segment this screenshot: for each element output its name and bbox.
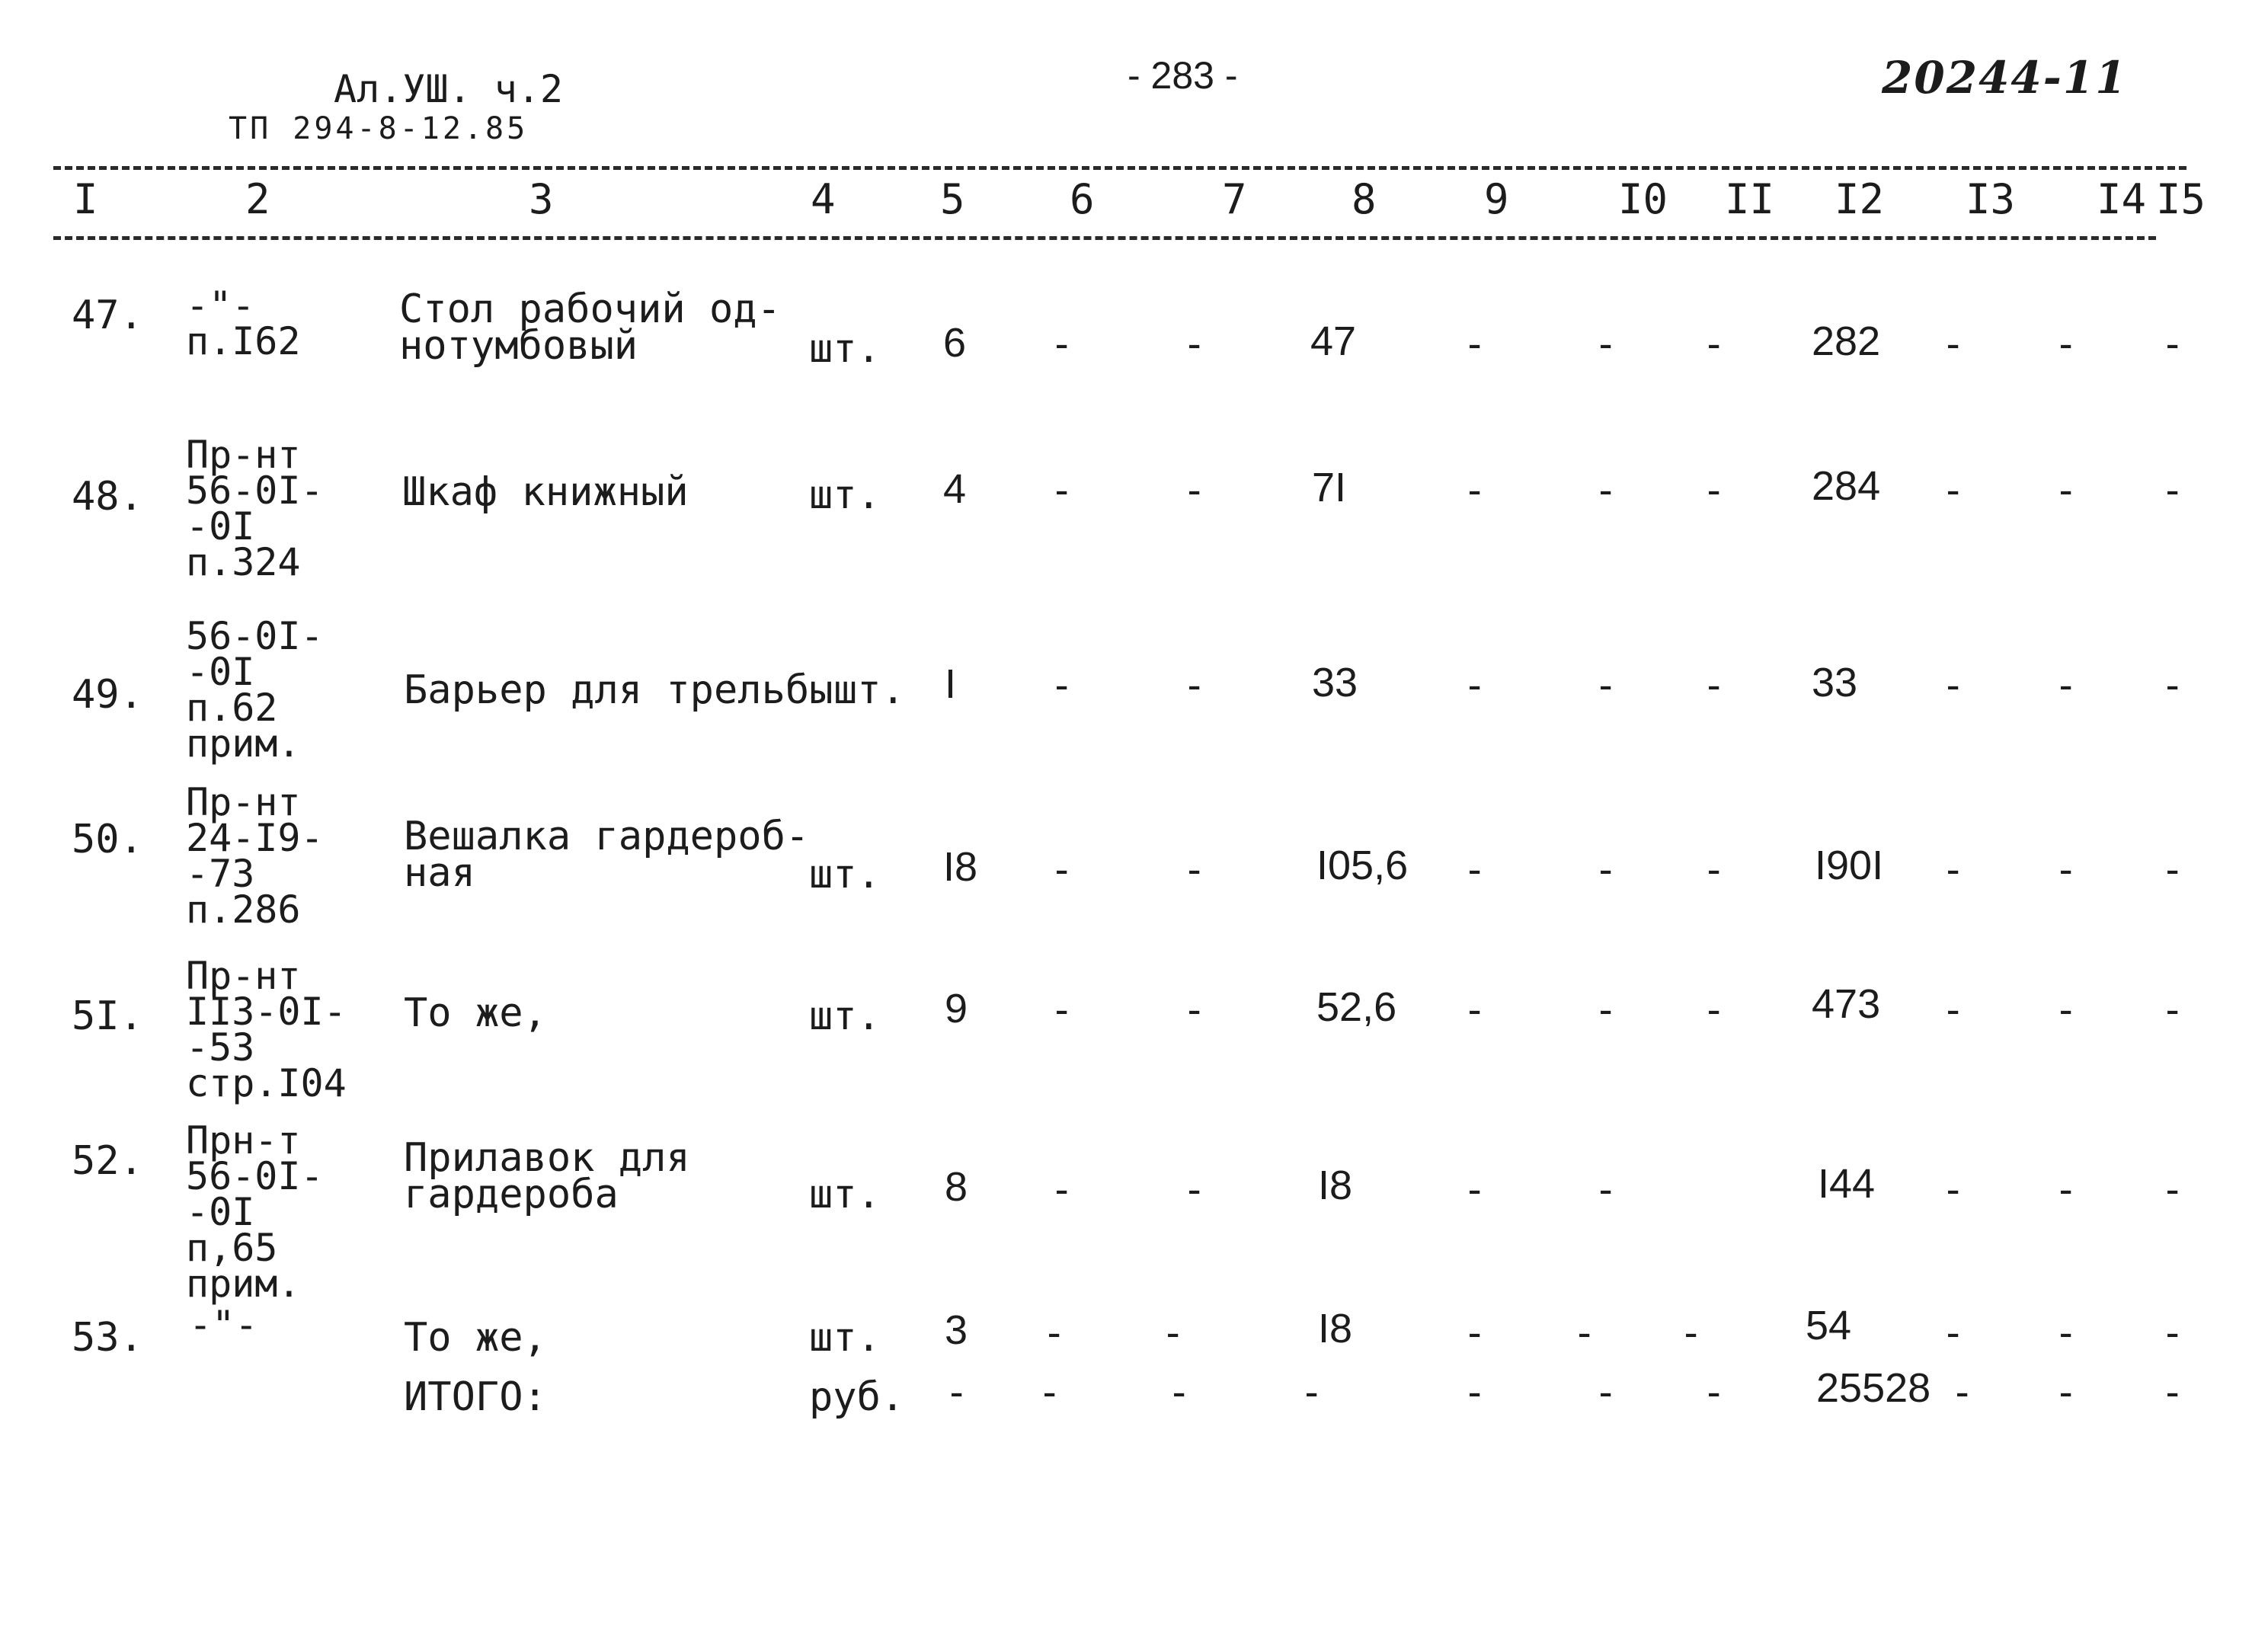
unit: шт. — [809, 1315, 881, 1361]
page-number: - 283 - — [1128, 54, 1238, 97]
col-12: 33 — [1812, 660, 1858, 705]
col-6: - — [1050, 847, 1074, 893]
col-15: - — [2161, 321, 2185, 367]
col-15: - — [2161, 847, 2185, 893]
col-10: - — [1594, 1370, 1618, 1415]
unit: шт. — [809, 1172, 881, 1217]
col-header-5: 5 — [940, 175, 965, 223]
col-12: 473 — [1812, 981, 1881, 1027]
total-label: ИТОГО: — [404, 1374, 547, 1420]
col-8: I05,6 — [1316, 843, 1409, 888]
reference: -"- п.I62 — [186, 283, 301, 363]
col-13: - — [1941, 1167, 1966, 1213]
col-13: - — [1950, 1370, 1975, 1415]
col-header-14: I4 — [2097, 175, 2147, 223]
col-6: - — [1050, 468, 1074, 513]
col-14: - — [2054, 663, 2078, 708]
col-header-3: 3 — [529, 175, 554, 223]
quantity: 8 — [945, 1164, 968, 1210]
header-rule — [53, 236, 2156, 240]
col-15: - — [2161, 468, 2185, 513]
col-15: - — [2161, 1167, 2185, 1213]
unit: руб. — [809, 1374, 905, 1420]
col-13: - — [1941, 847, 1966, 893]
quantity: I8 — [943, 844, 978, 890]
reference: -"- — [189, 1303, 258, 1347]
unit: шт. — [809, 472, 881, 518]
col-header-9: 9 — [1484, 175, 1509, 223]
col-11: - — [1702, 847, 1726, 893]
item-name: Вешалка гардероб- ная — [404, 814, 810, 896]
col-13: - — [1941, 1310, 1966, 1356]
reference: Пр-нт II3-0I- -53 стр.I04 — [186, 954, 347, 1105]
col-14: - — [2054, 1370, 2078, 1415]
col-header-11: II — [1725, 175, 1775, 223]
col-11: - — [1702, 321, 1726, 367]
item-name: То же, — [404, 990, 547, 1036]
col-7: - — [1161, 1310, 1185, 1356]
col-9: - — [1463, 1167, 1487, 1213]
item-name: Стол рабочий од- нотумбовый — [399, 286, 781, 369]
col-9: - — [1463, 321, 1487, 367]
col-header-13: I3 — [1966, 175, 2016, 223]
row-number: 48. — [72, 474, 143, 520]
col-6: - — [1050, 321, 1074, 367]
quantity: 9 — [945, 986, 968, 1031]
quantity: I — [945, 661, 957, 707]
reference: Пр-нт 56-0I- -0I п.324 — [186, 433, 324, 584]
col-15: - — [2161, 663, 2185, 708]
col-7: - — [1182, 847, 1207, 893]
col-9: - — [1463, 987, 1487, 1033]
col-10: - — [1594, 321, 1618, 367]
col-14: - — [2054, 1167, 2078, 1213]
col-11: - — [1679, 1310, 1703, 1356]
col-15: - — [2161, 1370, 2185, 1415]
row-number: 50. — [72, 817, 143, 862]
col-14: - — [2054, 468, 2078, 513]
reference: Пр-нт 24-I9- -73 п.286 — [186, 780, 324, 932]
col-14: - — [2054, 847, 2078, 893]
col-8: 47 — [1310, 318, 1357, 364]
quantity: 6 — [943, 320, 967, 366]
item-name: То же, — [404, 1315, 547, 1361]
row-number: 47. — [72, 293, 143, 338]
col-7: - — [1167, 1370, 1192, 1415]
col-7: - — [1182, 468, 1207, 513]
col-7: - — [1182, 987, 1207, 1033]
col-header-4: 4 — [811, 175, 836, 223]
row-number: 53. — [72, 1315, 143, 1361]
reference: 56-0I- -0I п.62 прим. — [186, 614, 324, 766]
col-15: - — [2161, 987, 2185, 1033]
col-14: - — [2054, 321, 2078, 367]
handwritten-stamp: 20244-11 — [1882, 52, 2128, 104]
unit: шт. — [809, 852, 881, 897]
col-header-12: I2 — [1835, 175, 1885, 223]
col-6: - — [1038, 1370, 1062, 1415]
col-13: - — [1941, 321, 1966, 367]
col-11: - — [1702, 1370, 1726, 1415]
col-12: I44 — [1818, 1161, 1876, 1207]
col-12: 54 — [1806, 1303, 1852, 1348]
quantity: 3 — [945, 1307, 968, 1353]
col-7: - — [1182, 1167, 1207, 1213]
col-header-1: I — [73, 175, 98, 223]
col-8: 33 — [1312, 660, 1358, 705]
col-15: - — [2161, 1310, 2185, 1356]
quantity: - — [945, 1370, 969, 1415]
top-rule — [53, 166, 2186, 170]
col-14: - — [2054, 987, 2078, 1033]
col-10: - — [1594, 1167, 1618, 1213]
col-7: - — [1182, 663, 1207, 708]
col-9: - — [1463, 847, 1487, 893]
item-name: Барьер для трельбы — [404, 667, 833, 713]
unit: шт. — [809, 326, 881, 372]
row-number: 52. — [72, 1138, 143, 1184]
col-10: - — [1594, 663, 1618, 708]
unit: шт. — [833, 667, 905, 713]
col-header-7: 7 — [1222, 175, 1247, 223]
col-13: - — [1941, 468, 1966, 513]
reference: Прн-т 56-0I- -0I п,65 прим. — [186, 1118, 324, 1306]
col-9: - — [1463, 663, 1487, 708]
col-10: - — [1594, 847, 1618, 893]
col-10: - — [1594, 987, 1618, 1033]
col-header-8: 8 — [1352, 175, 1377, 223]
col-9: - — [1463, 468, 1487, 513]
col-11: - — [1702, 468, 1726, 513]
col-header-10: I0 — [1618, 175, 1668, 223]
total-sum: 25528 — [1816, 1365, 1931, 1411]
col-6: - — [1050, 663, 1074, 708]
col-12: I90I — [1815, 843, 1884, 888]
col-8: I8 — [1318, 1306, 1353, 1351]
item-name: Прилавок для гардероба — [404, 1135, 690, 1217]
project-code: ТП 294-8-12.85 — [229, 111, 529, 146]
col-11: - — [1702, 987, 1726, 1033]
col-7: - — [1182, 321, 1207, 367]
col-11: - — [1702, 663, 1726, 708]
quantity: 4 — [943, 466, 967, 512]
col-13: - — [1941, 663, 1966, 708]
row-number: 49. — [72, 672, 143, 718]
col-12: 284 — [1812, 463, 1881, 509]
unit: шт. — [809, 993, 881, 1039]
col-8: I8 — [1318, 1163, 1353, 1208]
col-13: - — [1941, 987, 1966, 1033]
col-6: - — [1050, 1167, 1074, 1213]
album-series: Ал.УШ. ч.2 — [334, 67, 564, 111]
item-name: Шкаф книжный — [402, 469, 689, 515]
col-10: - — [1594, 468, 1618, 513]
col-9: - — [1463, 1370, 1487, 1415]
col-header-15: I5 — [2156, 175, 2206, 223]
col-12: 282 — [1812, 318, 1881, 364]
col-14: - — [2054, 1310, 2078, 1356]
col-6: - — [1042, 1310, 1067, 1356]
row-number: 5I. — [72, 993, 143, 1039]
col-8: 52,6 — [1316, 984, 1397, 1030]
col-10: - — [1572, 1310, 1597, 1356]
col-header-6: 6 — [1070, 175, 1095, 223]
col-8: - — [1300, 1370, 1324, 1415]
col-9: - — [1463, 1310, 1487, 1356]
col-6: - — [1050, 987, 1074, 1033]
col-header-2: 2 — [245, 175, 270, 223]
col-8: 7I — [1312, 465, 1347, 510]
